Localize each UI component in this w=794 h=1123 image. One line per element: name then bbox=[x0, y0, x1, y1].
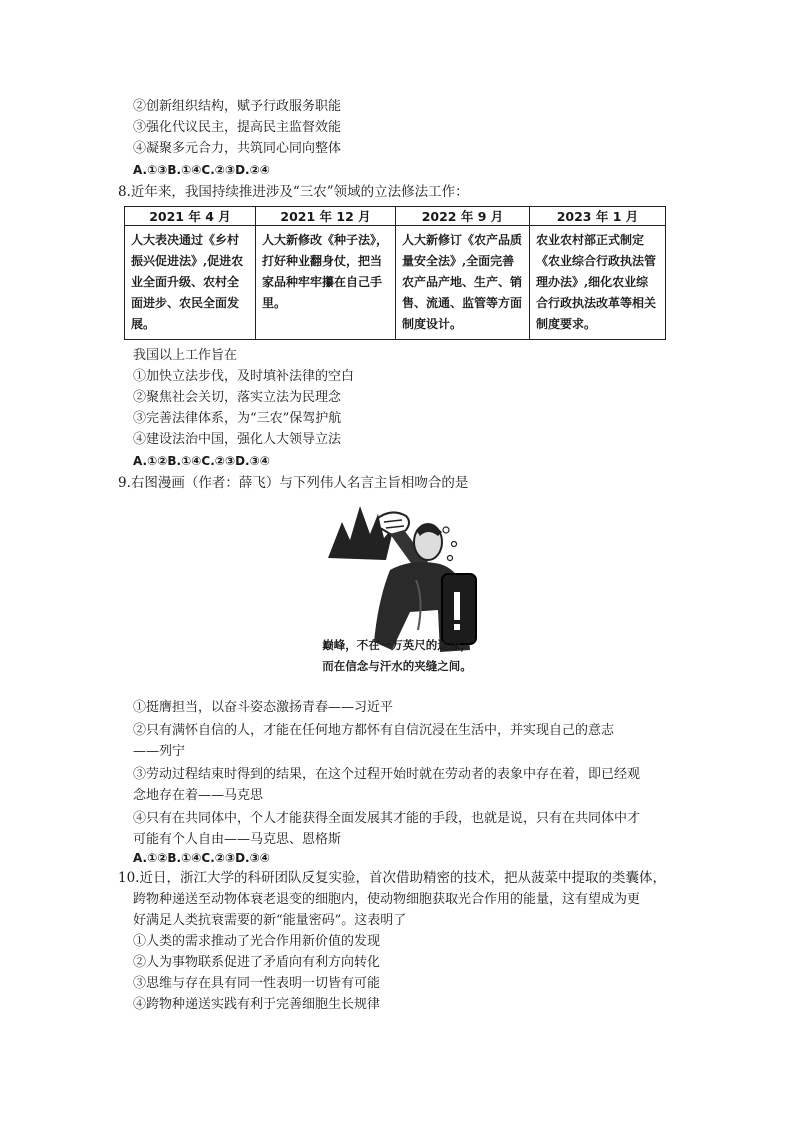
q10-option-4: ④跨物种递送实践有利于完善细胞生长规律 bbox=[133, 997, 381, 1012]
q10-stem-line-1: 10.近日，浙江大学的科研团队反复实验，首次借助精密的技术，把从菠菜中提取的类囊体， bbox=[118, 870, 666, 886]
q8-option-4: ④建设法治中国，强化人大领导立法 bbox=[133, 432, 342, 447]
q9-option-4: ④只有在共同体中，个人才能获得全面发展其才能的手段，也就是说，只有在共同体中才 bbox=[133, 811, 641, 826]
q8-legislation-table bbox=[124, 206, 666, 340]
q8-option-3: ③完善法律体系，为“三农”保驾护航 bbox=[133, 411, 342, 426]
q9-option-3: ③劳动过程结束时得到的结果，在这个过程开始时就在劳动者的表象中存在着，即已经观 bbox=[133, 767, 641, 782]
q7-option-4: ④凝聚多元合力，共筑同心同向整体 bbox=[133, 141, 342, 156]
q8-lead: 我国以上工作旨在 bbox=[133, 348, 238, 363]
q7-option-2: ②创新组织结构，赋予行政服务职能 bbox=[133, 99, 342, 114]
q9-option-2: ②只有满怀自信的人，才能在任何地方都怀有自信沉浸在生活中，并实现自己的意志 bbox=[133, 723, 615, 738]
table-cell-rural-revitalization: 人大表决通过《乡村振兴促进法》,促进农业全面升级、农村全面进步、农民全面发展。 bbox=[125, 226, 256, 340]
q9-option-4-cont: 可能有个人自由——马克思、恩格斯 bbox=[133, 832, 342, 847]
table-cell-produce-safety: 人大新修订《农产品质量安全法》,全面完善农产品产地、生产、销售、流通、监管等方面制度设计。 bbox=[396, 226, 530, 340]
q9-option-1: ①挺膺担当，以奋斗姿态激扬青春——习近平 bbox=[133, 700, 394, 715]
q9-stem: 9.右图漫画（作者：薛飞）与下列伟人名言主旨相吻合的是 bbox=[118, 475, 469, 491]
q8-option-2: ②聚焦社会关切，落实立法为民理念 bbox=[133, 390, 342, 405]
table-cell-enforcement-measures: 农业农村部正式制定《农业综合行政执法管理办法》,细化农业综合行政执法改革等相关制度要求。 bbox=[530, 226, 666, 340]
q10-option-2: ②人为事物联系促进了矛盾向有利方向转化 bbox=[133, 955, 381, 970]
table-cell-seed-law: 人大新修改《种子法》，打好种业翻身仗，把当家品种牢牢攥在自己手里。 bbox=[256, 226, 396, 340]
q9-choices: A.①②B.①④C.②③D.③④ bbox=[133, 851, 270, 865]
table-header-2022-sep: 2022 年 9 月 bbox=[396, 207, 530, 226]
table-header-2023-jan: 2023 年 1 月 bbox=[530, 207, 666, 226]
q9-option-2-cont: ——列宁 bbox=[133, 744, 186, 759]
cartoon-caption-line-2: 而在信念与汗水的夹缝之间。 bbox=[322, 659, 472, 673]
table-header-2021-dec: 2021 年 12 月 bbox=[256, 207, 396, 226]
table-header-2021-apr: 2021 年 4 月 bbox=[125, 207, 256, 226]
q8-stem: 8.近年来，我国持续推进涉及“三农”领域的立法修法工作： bbox=[118, 184, 469, 200]
q7-option-3: ③强化代议民主，提高民主监督效能 bbox=[133, 120, 342, 135]
q7-choices: A.①③B.①④C.②③D.②④ bbox=[133, 163, 270, 177]
q10-option-3: ③思维与存在具有同一性表明一切皆有可能 bbox=[133, 976, 381, 991]
cartoon-caption-line-1: 巅峰，不在一万英尺的边缘， bbox=[322, 638, 472, 652]
q8-option-1: ①加快立法步伐，及时填补法律的空白 bbox=[133, 369, 355, 384]
q10-option-1: ①人类的需求推动了光合作用新价值的发现 bbox=[133, 934, 381, 949]
q9-option-3-cont: 念地存在着——马克思 bbox=[133, 788, 264, 803]
q10-stem-line-3: 好满足人类抗衰需要的新“能量密码”。这表明了 bbox=[133, 913, 407, 928]
q10-stem-line-2: 跨物种递送至动物体衰老退变的细胞内，使动物细胞获取光合作用的能量，这有望成为更 bbox=[133, 892, 641, 907]
q8-choices: A.①②B.①④C.②③D.③④ bbox=[133, 454, 270, 468]
